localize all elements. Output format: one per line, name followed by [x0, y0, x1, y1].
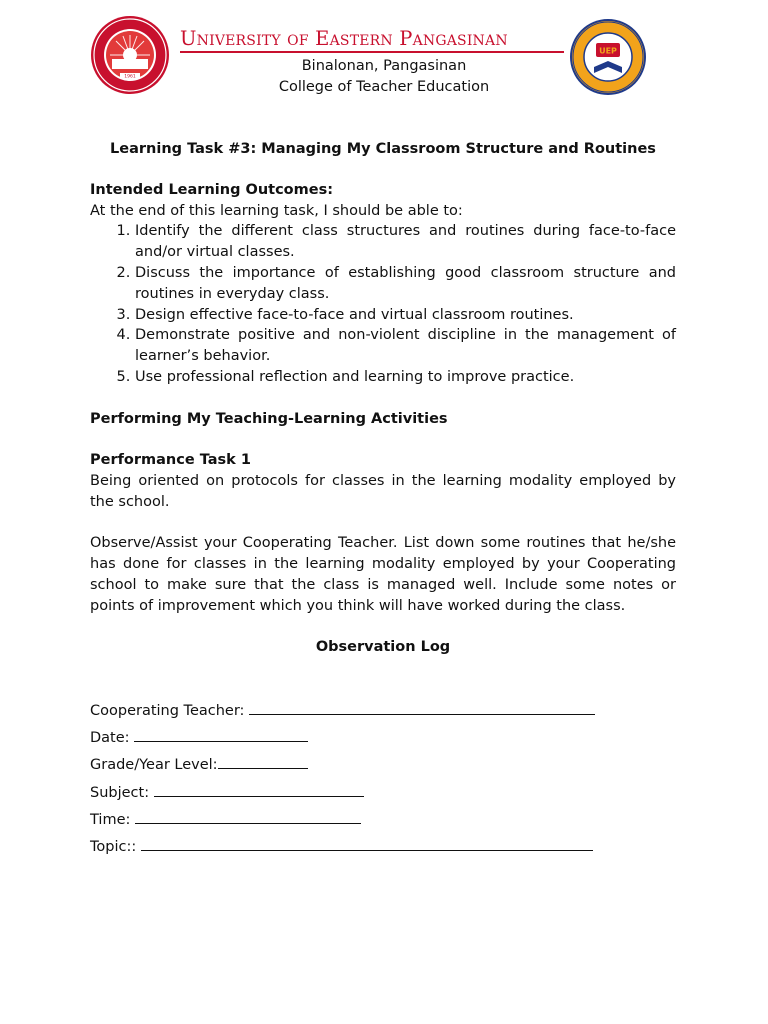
topic-field-line[interactable]: [141, 836, 593, 851]
subject-field-line[interactable]: [154, 782, 364, 797]
outcomes-list: [90, 221, 676, 387]
page-title: Learning Task #3: Managing My Classroom Structure and Routines: [110, 141, 656, 157]
task-intro: Being oriented on protocols for classes in the learning modality employed by the school.: [90, 472, 676, 510]
list-item: 3. Design effective face-to-face and virtual classroom routines.: [135, 305, 676, 326]
topic-field-label: Topic::: [90, 838, 137, 855]
outcomes-intro: At the end of this learning task, I should be able to:: [90, 202, 463, 219]
time-field-line[interactable]: [135, 809, 361, 824]
time-field-row: [90, 809, 595, 836]
activities-heading: Performing My Teaching-Learning Activities: [90, 410, 448, 427]
grade-field-row: [90, 754, 595, 781]
outcomes-heading: Intended Learning Outcomes:: [90, 181, 334, 198]
list-item: 4. Demonstrate positive and non-violent discipline in the management of learner’s behavior.: [135, 325, 676, 367]
subject-field-row: [90, 782, 595, 809]
document-body: [90, 139, 676, 658]
topic-field-row: [90, 836, 595, 863]
header-rule: [180, 51, 564, 53]
date-field-line[interactable]: [134, 727, 308, 742]
svg-text:UEP: UEP: [599, 46, 617, 56]
date-field-label: Date:: [90, 730, 130, 747]
teacher-field-row: [90, 700, 595, 727]
college-name: College of Teacher Education: [278, 79, 490, 95]
teacher-field-label: Cooperating Teacher:: [90, 703, 245, 719]
university-location: Binalonan, Pangasinan: [301, 58, 467, 74]
list-item: 2. Discuss the importance of establishing good classroom structure and routines in everyday class.: [135, 263, 676, 305]
grade-field-label: Grade/Year Level:: [90, 757, 218, 774]
time-field-label: Time:: [90, 811, 131, 828]
subject-field-label: Subject:: [90, 784, 150, 801]
university-name: University of Eastern Pangasinan: [180, 27, 508, 50]
task-instructions: Observe/Assist your Cooperating Teacher. List down some routines that he/she has done for classes in the learning modality employed by your Cooperating school to make sure that the class is managed well. Include some notes or points of improvement which you think will have worked during the class.: [90, 535, 676, 614]
list-item: 1. Identify the different class structures and routines during face-to-face and/or virtual classes.: [135, 221, 676, 263]
list-item: 5. Use professional reflection and learning to improve practice.: [135, 367, 676, 388]
college-seal-logo: [568, 17, 648, 97]
teacher-field-line[interactable]: [249, 700, 595, 715]
grade-field-line[interactable]: [218, 754, 308, 769]
date-field-row: [90, 727, 595, 754]
svg-text:1961: 1961: [124, 74, 136, 80]
observation-log-heading: Observation Log: [315, 639, 451, 656]
observation-log-form: [90, 700, 595, 863]
task-heading: Performance Task 1: [90, 452, 251, 469]
